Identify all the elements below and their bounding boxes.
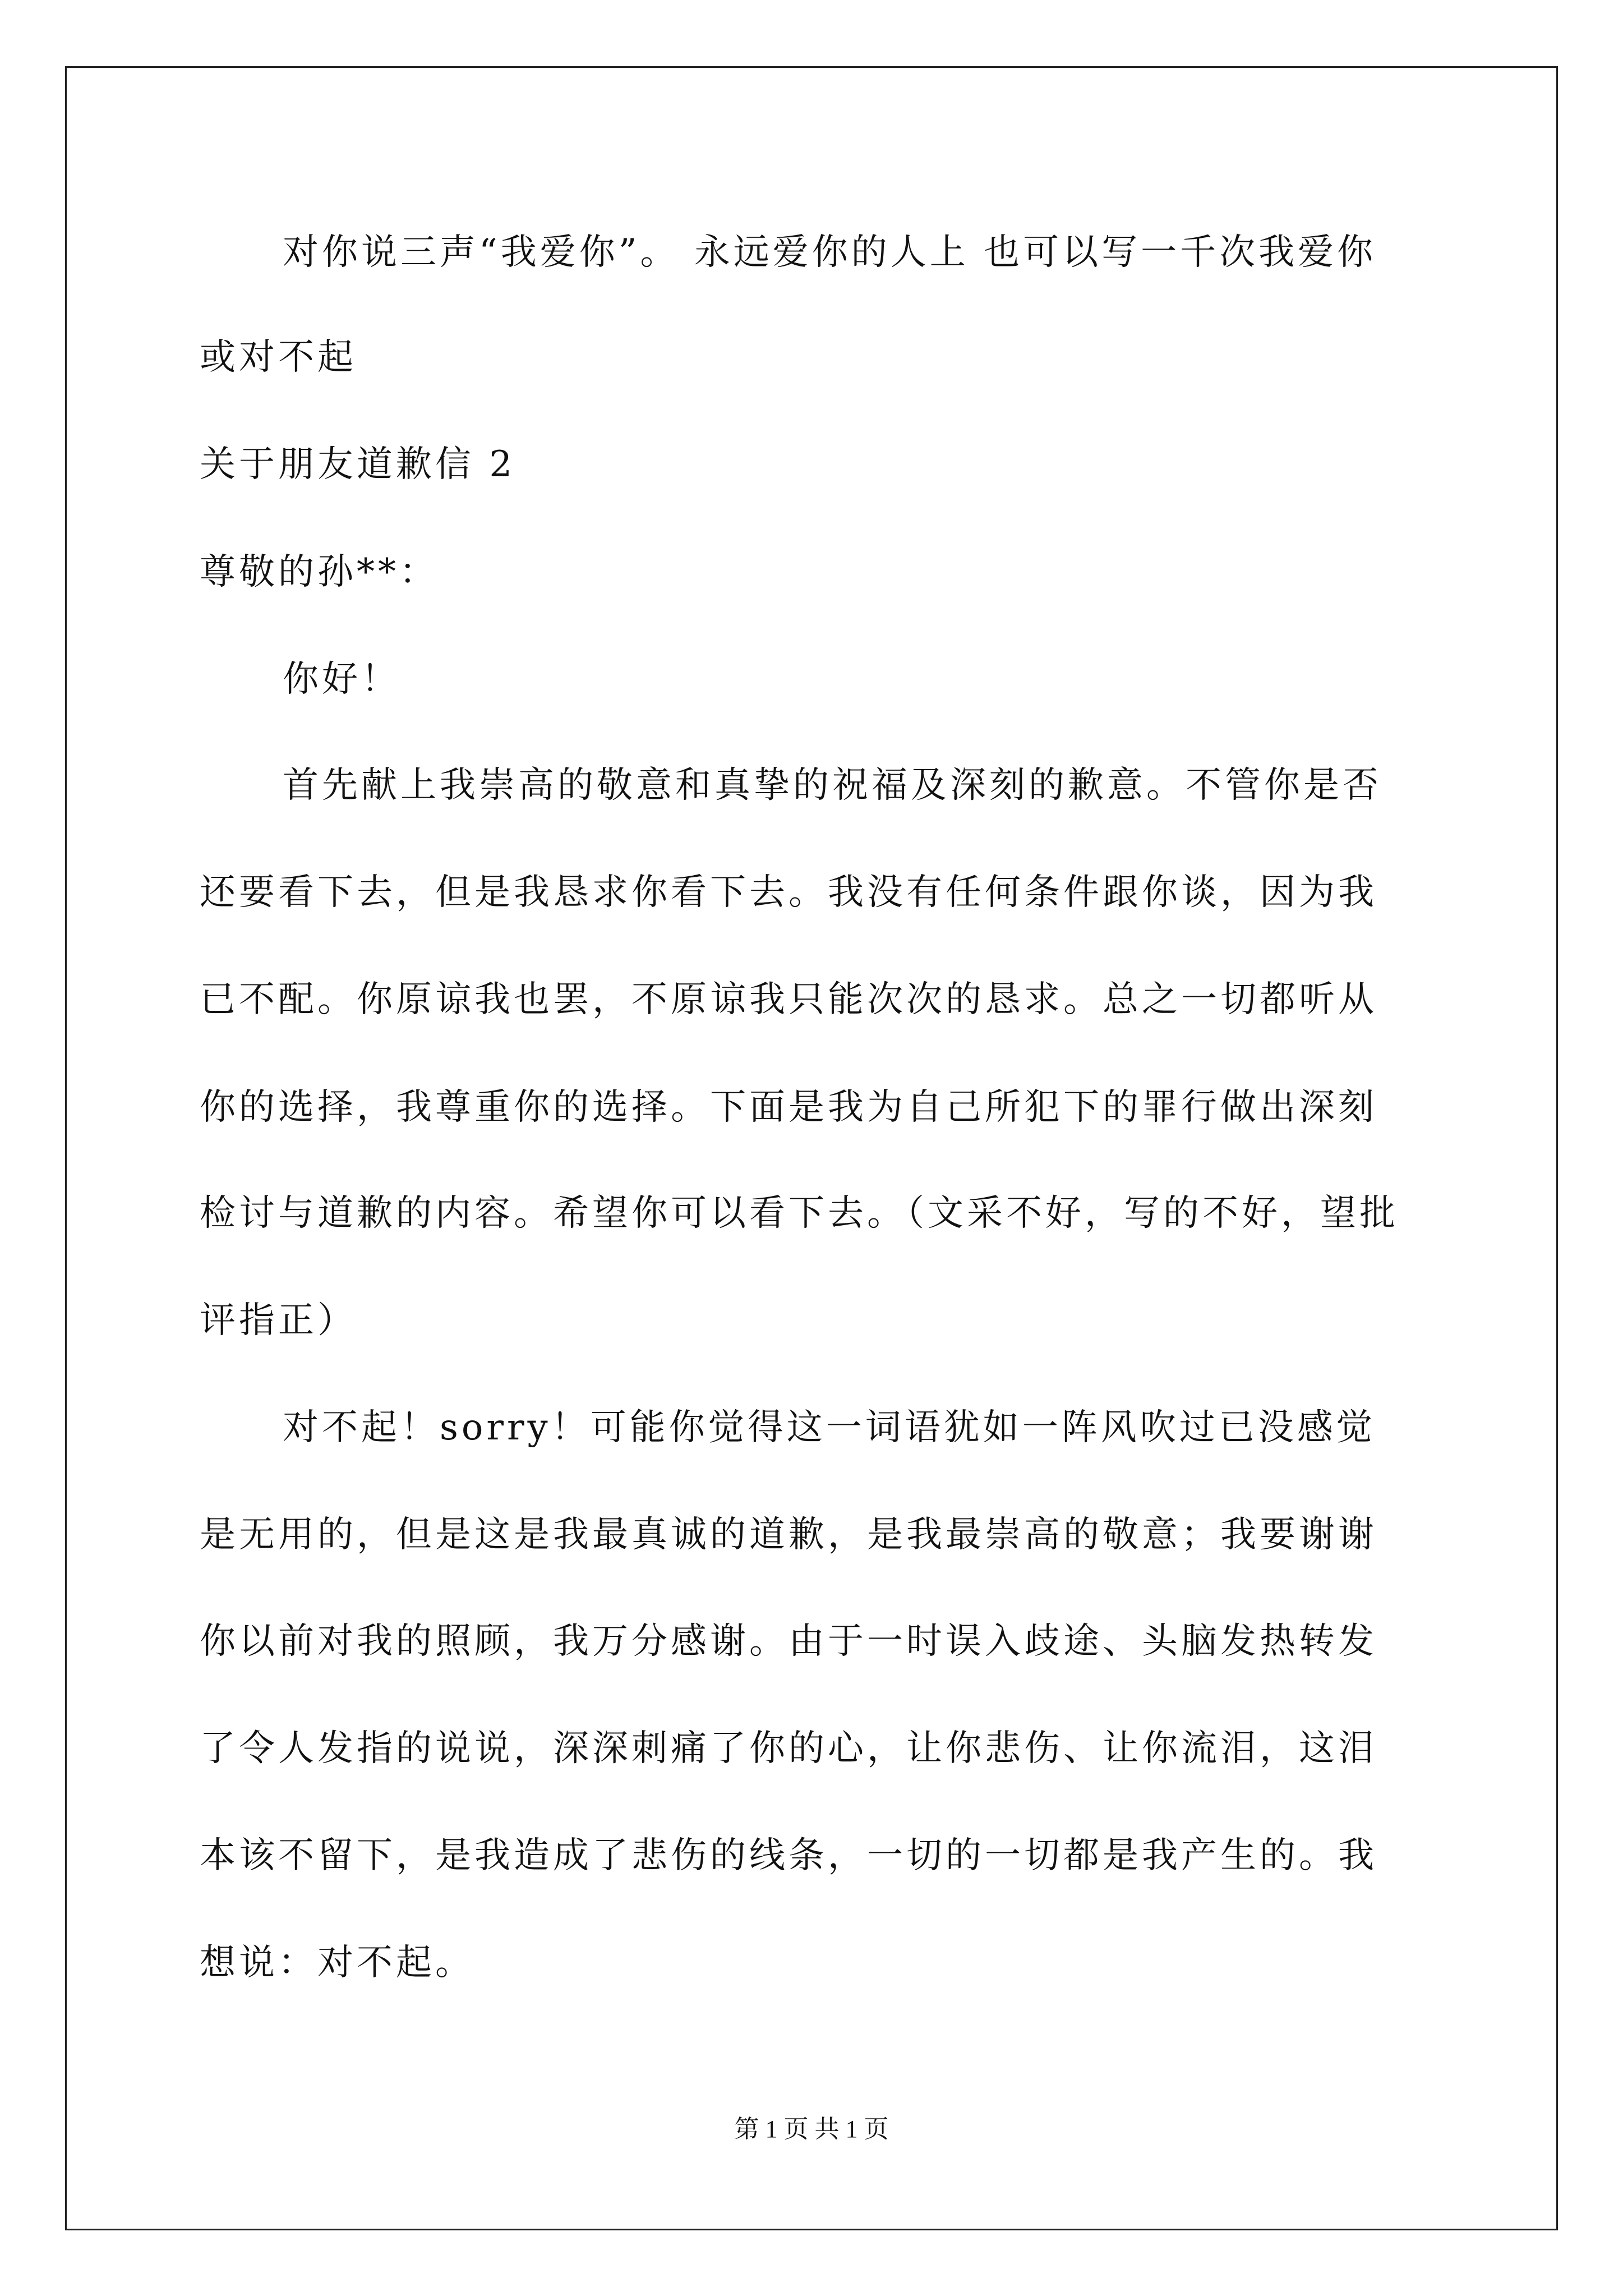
text-line: 是无用的，但是这是我最真诚的道歉，是我最崇高的敬意；我要谢谢 [200,1514,1377,1556]
greeting: 你好！ [283,659,400,700]
page-border [65,66,1558,2230]
text-line: 本该不留下，是我造成了悲伤的线条，一切的一切都是我产生的。我 [200,1835,1377,1876]
text-line: 你的选择，我尊重你的选择。下面是我为自己所犯下的罪行做出深刻 [200,1087,1377,1128]
text-line: 评指正） [200,1300,357,1341]
text-line: 或对不起 [200,337,357,378]
page-footer: 第 1 页 共 1 页 [734,2115,889,2143]
text-line: 还要看下去，但是我恳求你看下去。我没有任何条件跟你谈，因为我 [200,872,1377,913]
text-line: 对不起！sorry！可能你觉得这一词语犹如一阵风吹过已没感觉 [283,1407,1376,1448]
text-line: 想说：对不起。 [200,1942,474,1984]
text-line: 检讨与道歉的内容。希望你可以看下去。（文采不好，写的不好，望批 [200,1193,1399,1234]
text-line: 你以前对我的照顾，我万分感谢。由于一时误入歧途、头脑发热转发 [200,1621,1377,1662]
text-line: 对你说三声“我爱你”。 永远爱你的人上 也可以写一千次我爱你 [283,232,1377,273]
section-heading: 关于朋友道歉信 2 [200,444,516,485]
text-line: 首先献上我崇高的敬意和真挚的祝福及深刻的歉意。不管你是否 [283,765,1382,806]
text-line: 已不配。你原谅我也罢，不原谅我只能次次的恳求。总之一切都听从 [200,979,1377,1020]
salutation: 尊敬的孙**： [200,551,439,593]
text-line: 了令人发指的说说，深深刺痛了你的心，让你悲伤、让你流泪，这泪 [200,1728,1377,1769]
